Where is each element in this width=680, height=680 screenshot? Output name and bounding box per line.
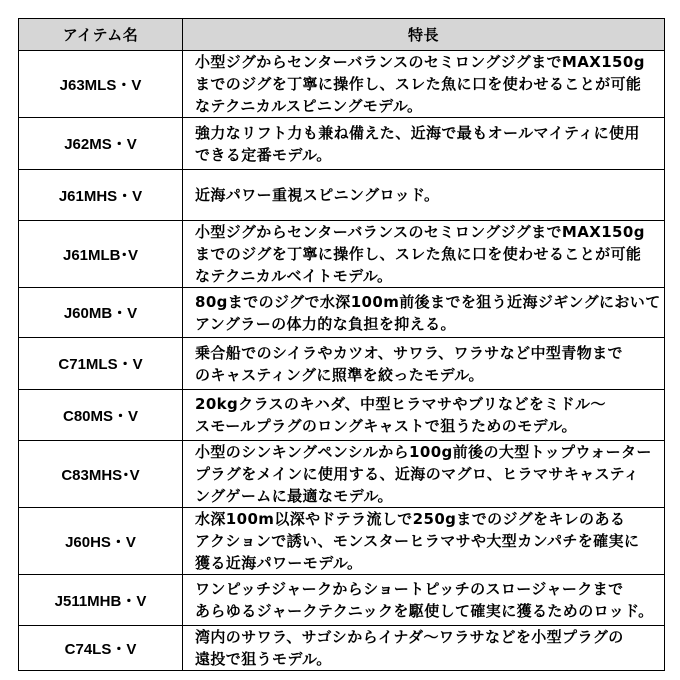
item-name: C83MHS･V [19,441,183,508]
item-name: J60MB・V [19,288,183,338]
table-row [19,390,665,441]
feature-line: 20kgクラスのキハダ、中型ヒラマサやブリなどをミドル～ [195,395,606,413]
item-features [183,390,665,441]
table-row [19,51,665,118]
feature-line: 80gまでのジグで水深100m前後までを狙う近海ジギングにおいて [195,292,661,311]
item-features [183,170,665,221]
table-row [19,626,665,671]
feature-line: 小型ジグからセンターバランスのセミロングジグまでMAX150g [195,223,645,241]
feature-line: アクションで誘い、モンスターヒラマサや大型カンパチを確実に [195,532,640,550]
item-features [183,288,665,338]
feature-line: までのジグを丁寧に操作し、スレた魚に口を使わせることが可能 [195,245,642,263]
item-features [183,338,665,390]
feature-line: できる定番モデル。 [195,145,332,164]
table-row [19,170,665,221]
feature-line: ワンピッチジャークからショートピッチのスロージャークまで [195,580,624,598]
feature-line: 獲る近海パワーモデル。 [195,554,363,572]
item-features [183,441,665,508]
header-row [19,19,665,51]
table-row [19,118,665,170]
feature-line: 湾内のサワラ、サゴシからイナダ～ワラサなどを小型プラグの [195,628,624,646]
table-row [19,508,665,575]
item-name: J511MHB・V [19,575,183,626]
feature-line: 小型のシンキングペンシルから100g前後の大型トップウォーター [195,443,652,461]
feature-line: 強力なリフト力も兼ね備えた、近海で最もオールマイティに使用 [195,123,640,142]
table-row [19,221,665,288]
item-features [183,118,665,170]
feature-line: ングゲームに最適なモデル。 [195,487,393,505]
item-name: J63MLS・V [19,51,183,118]
item-name: J62MS・V [19,118,183,170]
feature-line: のキャスティングに照準を絞ったモデル。 [195,365,484,384]
item-features [183,221,665,288]
header-item-name: アイテム名 [19,19,183,51]
feature-line: なテクニカルベイトモデル。 [195,267,393,285]
item-features [183,51,665,118]
item-name: C80MS・V [19,390,183,441]
feature-line: 遠投で狙うモデル。 [195,650,332,668]
item-features [183,626,665,671]
feature-line: までのジグを丁寧に操作し、スレた魚に口を使わせることが可能 [195,75,642,93]
feature-line: 水深100m以深やドテラ流しで250gまでのジグをキレのある [195,510,626,528]
table-row [19,441,665,508]
feature-line: 近海パワー重視スピニングロッド。 [195,186,440,204]
feature-line: 乗合船でのシイラやカツオ、サワラ、ワラサなど中型青物まで [195,343,623,362]
feature-line: アングラーの体力的な負担を抑える。 [195,314,456,333]
item-name: J61MHS・V [19,170,183,221]
item-features [183,575,665,626]
item-features [183,508,665,575]
item-name: C71MLS・V [19,338,183,390]
feature-line: 小型ジグからセンターバランスのセミロングジグまでMAX150g [195,53,645,71]
item-name: J60HS・V [19,508,183,575]
item-name: C74LS・V [19,626,183,671]
feature-line: プラグをメインに使用する、近海のマグロ、ヒラマサキャスティ [195,465,640,483]
feature-line: あらゆるジャークテクニックを駆使して確実に獲るためのロッド。 [195,602,654,620]
header-features: 特長 [183,19,665,51]
feature-line: スモールプラグのロングキャストで狙うためのモデル。 [195,417,577,435]
table-row [19,575,665,626]
table-row [19,288,665,338]
feature-line: なテクニカルスピニングモデル。 [195,97,423,115]
spec-table [18,18,665,671]
item-name: J61MLB･V [19,221,183,288]
table-row [19,338,665,390]
